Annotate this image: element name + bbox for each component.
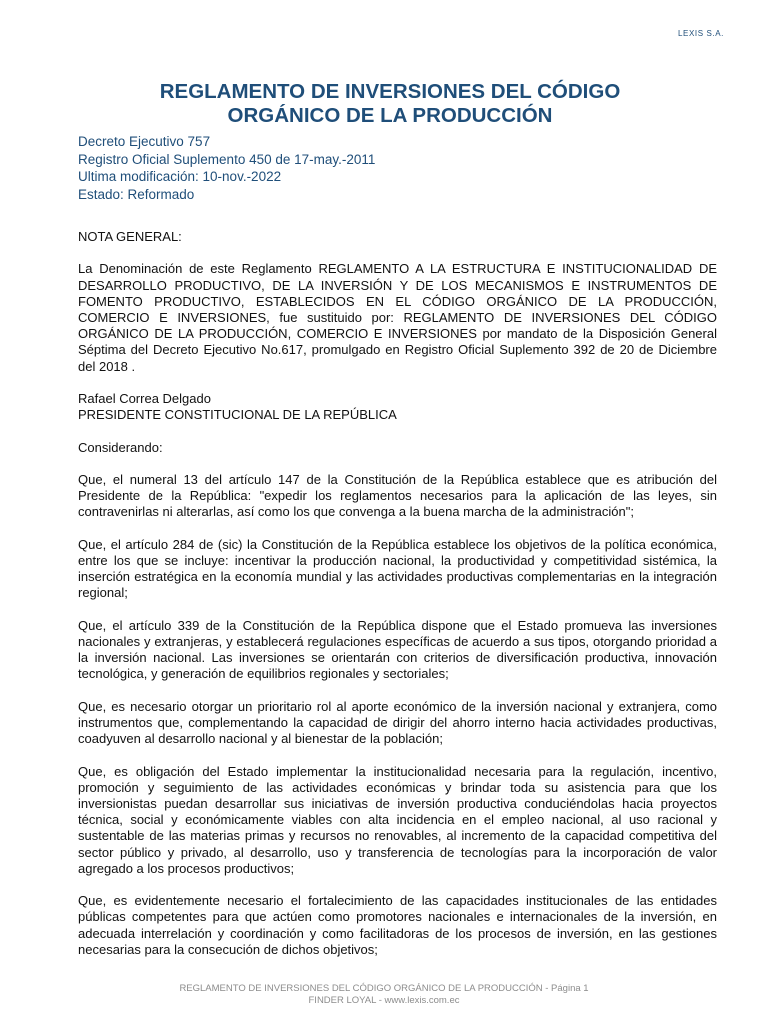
- publisher-label: LEXIS S.A.: [677, 29, 724, 38]
- signatory-title: PRESIDENTE CONSTITUCIONAL DE LA REPÚBLICA: [78, 407, 397, 423]
- whereas-paragraph-4: Que, es necesario otorgar un prioritario rol al aporte económico de la inversión nacional y extranjera, como instrumentos que, complementando la capacidad de dirigir del ahorro interno hacia actividades productivas, coadyuven al desarrollo nacional y al bienestar de la población;: [78, 698, 717, 747]
- whereas-paragraph-3: Que, el artículo 339 de la Constitución de la República dispone que el Estado promueva las inversiones nacionales y extranjeras, y establecerá regulaciones específicas de acuerdo a sus tipos, otorgando prioridad a la inversión nacional. Las inversiones se orientarán con criterios de diversificación productiva, innovación tecnológica, y generación de equilibrios regionales y sectoriales;: [78, 617, 717, 682]
- document-title: [60, 80, 720, 128]
- document-body: [78, 229, 717, 974]
- meta-status: Estado: Reformado: [78, 186, 195, 202]
- nota-general-heading: NOTA GENERAL:: [78, 229, 182, 244]
- meta-decree: Decreto Ejecutivo 757: [78, 134, 211, 149]
- whereas-paragraph-2: Que, el artículo 284 de (sic) la Constitución de la República establece los objetivos de la política económica, entre los que se incluye: incentivar la producción nacional, la productividad y competitividad sistémica, la inserción estratégica en la economía mundial y las actividades productivas complementarias en la integración regional;: [78, 536, 717, 601]
- whereas-paragraph-1: Que, el numeral 13 del artículo 147 de la Constitución de la República establece que es atribución del Presidente de la República: "expedir los reglamentos necesarios para la aplicación de las leyes, sin contravenirlas ni alterarlas, así como los que convenga a la buena marcha de la administración";: [78, 471, 717, 520]
- signatory-block: [78, 391, 717, 423]
- footer-page-info: REGLAMENTO DE INVERSIONES DEL CÓDIGO ORGÁNICO DE LA PRODUCCIÓN - Página 1: [179, 983, 589, 994]
- title-line-1: REGLAMENTO DE INVERSIONES DEL CÓDIGO: [159, 80, 621, 103]
- meta-registry: Registro Oficial Suplemento 450 de 17-may.-2011: [78, 151, 376, 167]
- considerando-heading: Considerando:: [78, 439, 163, 455]
- whereas-paragraph-6: Que, es evidentemente necesario el fortalecimiento de las capacidades institucionales de las entidades públicas competentes para que actúen como promotores nacionales e internacionales de la inversión, en adecuada interrelación y coordinación y como facilitadoras de los procesos de inversión, en las gestiones necesarias para la consecución de dichos objetivos;: [78, 893, 717, 957]
- signatory-name: Rafael Correa Delgado: [78, 391, 211, 406]
- document-metadata: [78, 133, 375, 203]
- nota-general-text: La Denominación de este Reglamento REGLAMENTO A LA ESTRUCTURA E INSTITUCIONALIDAD DE DESARROLLO PRODUCTIVO, DE LA INVERSIÓN Y DE LOS MECANISMOS E INSTRUMENTOS DE FOMENTO PRODUCTIVO, ESTABLECIDOS EN EL CÓDIGO ORGÁNICO DE LA PRODUCCIÓN, COMERCIO E INVERSIONES, fue sustituido por: REGLAMENTO DE INVERSIONES DEL CÓDIGO ORGÁNICO DE LA PRODUCCIÓN, COMERCIO E INVERSIONES por mandato de la Disposición General Séptima del Decreto Ejecutivo No.617, promulgado en Registro Oficial Suplemento 392 de 20 de Diciembre del 2018 .: [78, 261, 717, 374]
- whereas-paragraph-5: Que, es obligación del Estado implementar la institucionalidad necesaria para la regulación, incentivo, promoción y seguimiento de las actividades económicas y brindar toda su asistencia para que los inversionistas puedan desarrollar sus iniciativas de inversión productiva conduciéndolas hacia proyectos técnica, social y económicamente viables con alta incidencia en el empleo nacional, al uso racional y sustentable de las materias primas y recursos no renovables, al incremento de la capacidad competitiva del sector público y privado, al desarrollo, uso y transferencia de tecnologías para la incorporación de valor agregado a los procesos productivos;: [78, 763, 717, 876]
- footer-source: FINDER LOYAL - www.lexis.com.ec: [308, 995, 460, 1006]
- title-line-2: ORGÁNICO DE LA PRODUCCIÓN: [227, 104, 553, 127]
- meta-last-modified: Ultima modificación: 10-nov.-2022: [78, 169, 282, 184]
- page-footer: [0, 983, 768, 1007]
